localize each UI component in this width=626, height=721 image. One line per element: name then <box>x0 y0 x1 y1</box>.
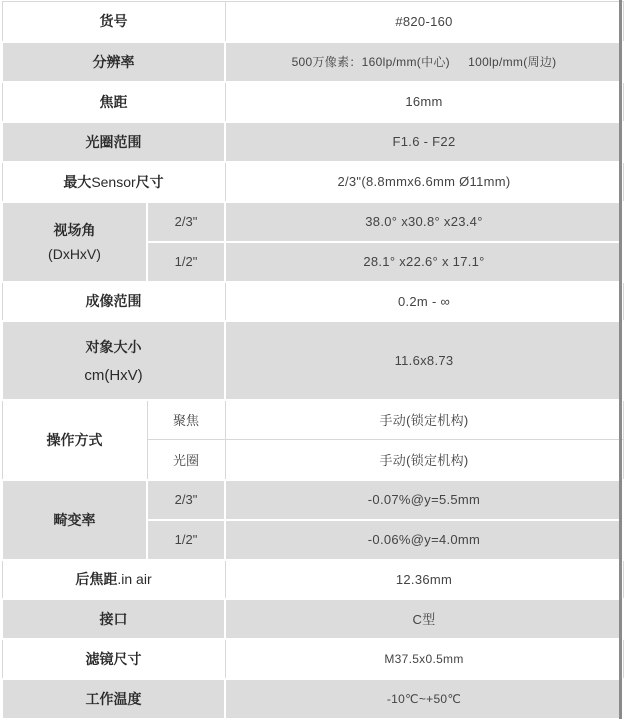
label-focal-length: 焦距 <box>2 82 225 122</box>
row-mount <box>2 599 623 639</box>
value-product-code: #820-160 <box>225 2 623 42</box>
label-back-focal <box>2 560 225 599</box>
spec-table-container <box>1 1 622 719</box>
value-back-focal: 12.36mm <box>225 560 623 599</box>
label-max-sensor-part2: Sensor <box>91 173 136 190</box>
label-operation: 操作方式 <box>2 400 147 480</box>
label-mount: 接口 <box>2 599 225 639</box>
value-operation-2: 手动(锁定机构) <box>225 440 623 480</box>
spec-table <box>1 1 624 720</box>
value-imaging-range: 0.2m - ∞ <box>225 282 623 321</box>
row-distortion-1 <box>2 480 623 520</box>
row-focal-length <box>2 82 623 122</box>
row-resolution <box>2 42 623 82</box>
label-max-sensor <box>2 162 225 202</box>
value-operation-1: 手动(锁定机构) <box>225 400 623 440</box>
label-field-of-view <box>2 202 147 282</box>
sub-fov-2: 1/2" <box>147 242 225 282</box>
row-imaging-range <box>2 282 623 321</box>
value-fov-1: 38.0° x30.8° x23.4° <box>225 202 623 242</box>
value-aperture-range: F1.6 - F22 <box>225 122 623 162</box>
sub-distortion-1: 2/3" <box>147 480 225 520</box>
value-operating-temp: -10℃~+50℃ <box>225 679 623 719</box>
sub-fov-1: 2/3" <box>147 202 225 242</box>
row-object-size <box>2 321 623 400</box>
value-fov-2: 28.1° x22.6° x 17.1° <box>225 242 623 282</box>
value-filter-size: M37.5x0.5mm <box>225 639 623 679</box>
label-aperture-range: 光圈范围 <box>2 122 225 162</box>
row-field-of-view-1 <box>2 202 623 242</box>
value-focal-length: 16mm <box>225 82 623 122</box>
label-max-sensor-part3: 尺寸 <box>135 173 164 190</box>
label-filter-size: 滤镜尺寸 <box>2 639 225 679</box>
label-product-code: 货号 <box>2 2 225 42</box>
row-back-focal <box>2 560 623 599</box>
sub-operation-1: 聚焦 <box>147 400 225 440</box>
label-resolution: 分辨率 <box>2 42 225 82</box>
label-operating-temp: 工作温度 <box>2 679 225 719</box>
row-filter-size <box>2 639 623 679</box>
value-distortion-1: -0.07%@y=5.5mm <box>225 480 623 520</box>
label-object-size <box>2 321 225 400</box>
label-object-size-line2: cm(HxV) <box>84 366 143 384</box>
label-max-sensor-part1: 最大 <box>63 173 92 190</box>
value-mount: C型 <box>225 599 623 639</box>
row-operating-temp <box>2 679 623 719</box>
label-back-focal-part1: 后焦距 <box>75 571 118 587</box>
value-distortion-2: -0.06%@y=4.0mm <box>225 520 623 560</box>
label-fov-line1: 视场角 <box>53 221 96 238</box>
right-edge-bar <box>619 0 622 719</box>
value-max-sensor: 2/3"(8.8mmx6.6mm Ø11mm) <box>225 162 623 202</box>
label-fov-line2: (DxHxV) <box>48 245 101 262</box>
label-distortion: 畸变率 <box>2 480 147 560</box>
row-operation-1 <box>2 400 623 440</box>
sub-operation-2: 光圈 <box>147 440 225 480</box>
value-object-size: 11.6x8.73 <box>225 321 623 400</box>
label-imaging-range: 成像范围 <box>2 282 225 321</box>
label-object-size-line1: 对象大小 <box>85 338 142 355</box>
row-product-code <box>2 2 623 42</box>
row-max-sensor <box>2 162 623 202</box>
row-aperture-range <box>2 122 623 162</box>
value-resolution: 500万像素：160lp/mm(中心) 100lp/mm(周边) <box>225 42 623 82</box>
label-back-focal-part2: .in air <box>117 571 152 587</box>
sub-distortion-2: 1/2" <box>147 520 225 560</box>
